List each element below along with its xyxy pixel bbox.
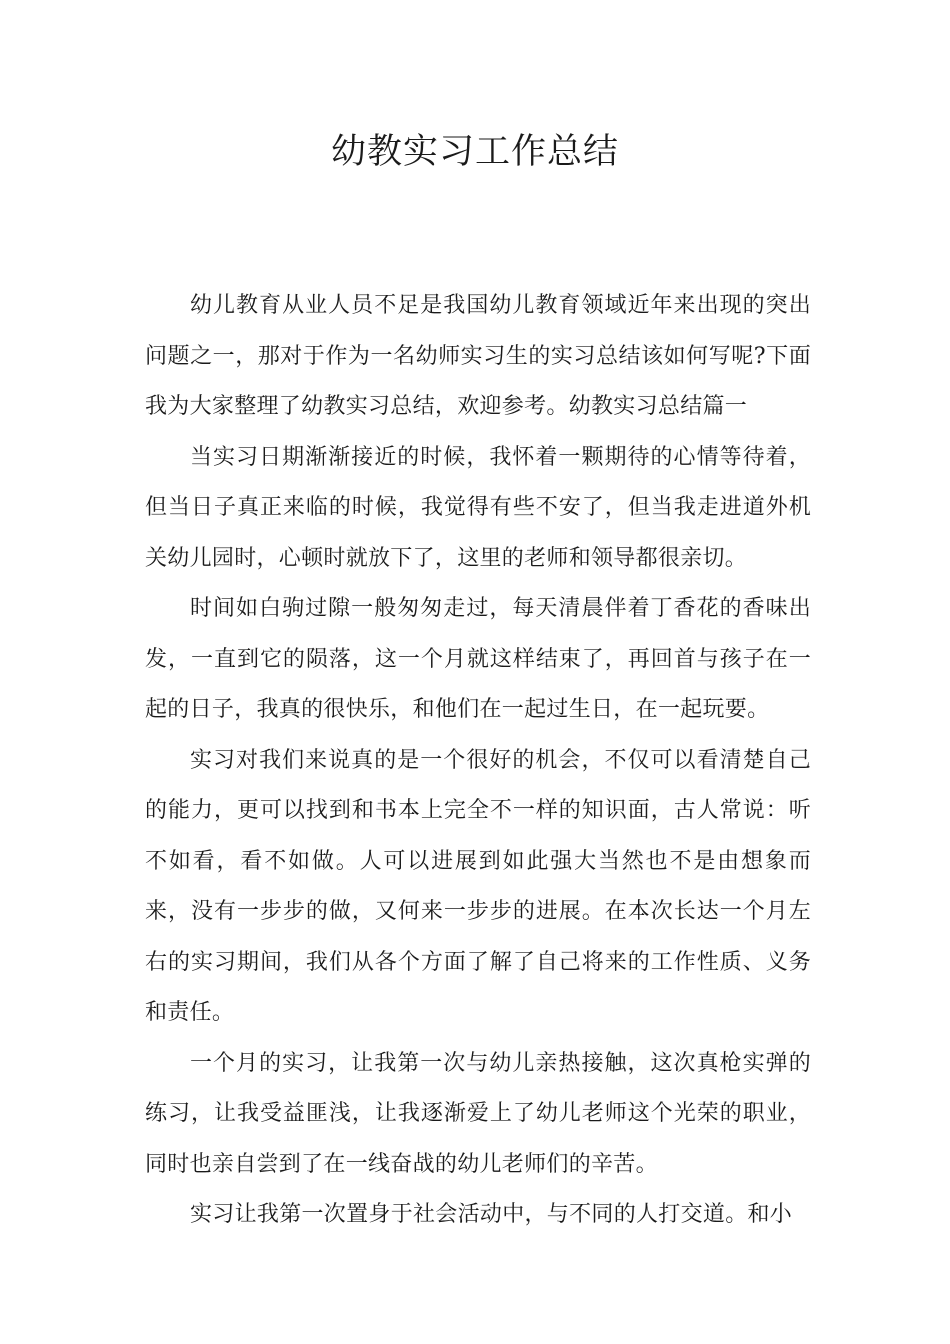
paragraph-4: 实习对我们来说真的是一个很好的机会，不仅可以看清楚自己的能力，更可以找到和书本上完全不一样的知识面，古人常说：听不如看，看不如做。人可以进展到如此强大当然也不是由想象而来，没有一步步的做，又何来一步步的进展。在本次长达一个月左右的实习期间，我们从各个方面了解了自己将来的工作性质、义务和责任。	[145, 747, 811, 1025]
paragraph-1: 幼儿教育从业人员不足是我国幼儿教育领域近年来出现的突出问题之一，那对于作为一名幼师实习生的实习总结该如何写呢?下面我为大家整理了幼教实习总结，欢迎参考。幼教实习总结篇一	[145, 293, 811, 419]
paragraph-5: 一个月的实习，让我第一次与幼儿亲热接触，这次真枪实弹的练习，让我受益匪浅，让我逐渐爱上了幼儿老师这个光荣的职业，同时也亲自尝到了在一线奋战的幼儿老师们的辛苦。	[145, 1050, 811, 1177]
document-title: 幼教实习工作总结	[330, 132, 619, 172]
paragraph-2: 当实习日期渐渐接近的时候，我怀着一颗期待的心情等待着，但当日子真正来临的时候，我觉得有些不安了，但当我走进道外机关幼儿园时，心顿时就放下了，这里的老师和领导都很亲切。	[145, 444, 811, 571]
paragraph-3: 时间如白驹过隙一般匆匆走过，每天清晨伴着丁香花的香味出发，一直到它的陨落，这一个月就这样结束了，再回首与孩子在一起的日子，我真的很快乐，和他们在一起过生日，在一起玩要。	[145, 596, 811, 722]
paragraph-6: 实习让我第一次置身于社会活动中，与不同的人打交道。和小	[190, 1202, 793, 1227]
document-body	[145, 281, 811, 1241]
